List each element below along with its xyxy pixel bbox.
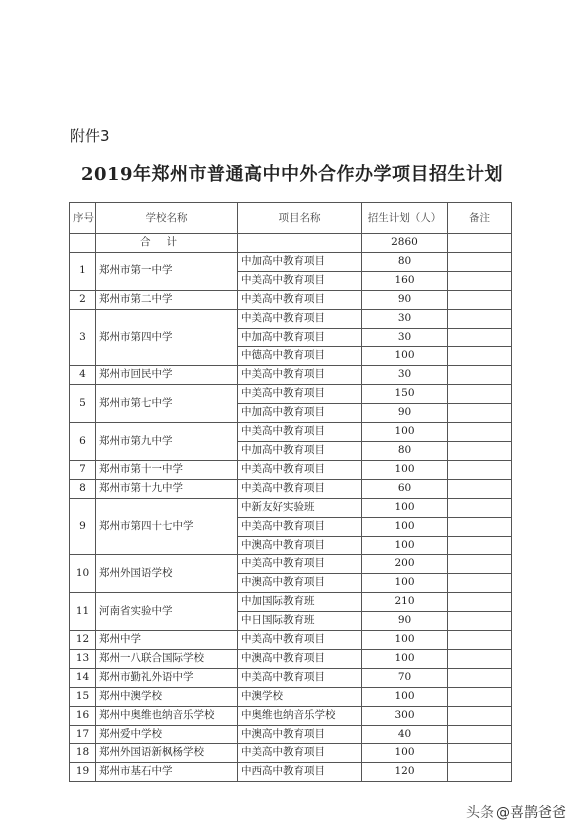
school-name: 郑州外国语学校 (96, 555, 238, 593)
plan-count: 100 (362, 574, 448, 593)
plan-count: 210 (362, 593, 448, 612)
project-name: 中美高中教育项目 (238, 290, 362, 309)
project-name: 中美高中教育项目 (238, 385, 362, 404)
school-name: 郑州市第一中学 (96, 252, 238, 290)
project-name: 中美高中教育项目 (238, 271, 362, 290)
school-name: 郑州爱中学校 (96, 725, 238, 744)
plan-count: 160 (362, 271, 448, 290)
plan-count: 90 (362, 290, 448, 309)
row-index: 1 (70, 252, 96, 290)
enrollment-plan-table (69, 202, 512, 782)
row-index: 13 (70, 649, 96, 668)
row-index: 4 (70, 366, 96, 385)
note-cell (448, 309, 512, 328)
plan-count: 30 (362, 328, 448, 347)
project-name: 中美高中教育项目 (238, 460, 362, 479)
plan-count: 100 (362, 347, 448, 366)
table-header-row (70, 203, 512, 234)
plan-count: 120 (362, 763, 448, 782)
school-name: 郑州市第七中学 (96, 385, 238, 423)
note-cell (448, 763, 512, 782)
table-row (70, 290, 512, 309)
watermark-author: @喜鹊爸爸 (496, 805, 566, 821)
table-row (70, 687, 512, 706)
school-name: 郑州市第九中学 (96, 423, 238, 461)
note-cell (448, 574, 512, 593)
project-name: 中德高中教育项目 (238, 347, 362, 366)
plan-count: 90 (362, 404, 448, 423)
project-name: 中美高中教育项目 (238, 309, 362, 328)
attachment-label: 附件3 (70, 127, 110, 145)
school-name: 郑州市第四十七中学 (96, 498, 238, 555)
school-name: 郑州中澳学校 (96, 687, 238, 706)
note-cell (448, 385, 512, 404)
project-name: 中澳高中教育项目 (238, 536, 362, 555)
table-row (70, 668, 512, 687)
plan-count: 100 (362, 517, 448, 536)
row-index: 14 (70, 668, 96, 687)
row-index: 10 (70, 555, 96, 593)
project-name: 中澳高中教育项目 (238, 574, 362, 593)
row-index: 15 (70, 687, 96, 706)
project-name: 中加高中教育项目 (238, 404, 362, 423)
row-index: 19 (70, 763, 96, 782)
project-name: 中美高中教育项目 (238, 744, 362, 763)
plan-count: 100 (362, 631, 448, 650)
header-school: 学校名称 (96, 203, 238, 234)
row-index: 7 (70, 460, 96, 479)
school-name: 郑州市第十九中学 (96, 479, 238, 498)
note-cell (448, 725, 512, 744)
row-index: 11 (70, 593, 96, 631)
row-index: 5 (70, 385, 96, 423)
school-name: 郑州市第十一中学 (96, 460, 238, 479)
plan-count: 100 (362, 536, 448, 555)
school-name: 郑州市第二中学 (96, 290, 238, 309)
project-name: 中美高中教育项目 (238, 366, 362, 385)
table-row (70, 385, 512, 404)
document-title: 2019年郑州市普通高中中外合作办学项目招生计划 (80, 164, 504, 185)
table-row (70, 649, 512, 668)
plan-count: 100 (362, 460, 448, 479)
plan-count: 30 (362, 366, 448, 385)
note-cell (448, 479, 512, 498)
row-index: 12 (70, 631, 96, 650)
note-cell (448, 555, 512, 574)
table-row (70, 593, 512, 612)
school-name: 郑州中学 (96, 631, 238, 650)
table-row (70, 631, 512, 650)
project-name: 中日国际教育班 (238, 612, 362, 631)
table-row (70, 763, 512, 782)
plan-count: 70 (362, 668, 448, 687)
school-name: 郑州市回民中学 (96, 366, 238, 385)
school-name: 郑州市勤礼外语中学 (96, 668, 238, 687)
total-row (70, 234, 512, 253)
project-name: 中新友好实验班 (238, 498, 362, 517)
project-name: 中美高中教育项目 (238, 631, 362, 650)
note-cell (448, 668, 512, 687)
project-name: 中加高中教育项目 (238, 328, 362, 347)
plan-count: 40 (362, 725, 448, 744)
total-label: 合计 (96, 234, 238, 253)
project-name: 中澳学校 (238, 687, 362, 706)
project-name: 中澳高中教育项目 (238, 649, 362, 668)
row-index: 3 (70, 309, 96, 366)
note-cell (448, 423, 512, 442)
project-name: 中西高中教育项目 (238, 763, 362, 782)
plan-count: 100 (362, 649, 448, 668)
header-project: 项目名称 (238, 203, 362, 234)
table-row (70, 252, 512, 271)
plan-count: 150 (362, 385, 448, 404)
school-name: 郑州一八联合国际学校 (96, 649, 238, 668)
row-index: 18 (70, 744, 96, 763)
plan-count: 30 (362, 309, 448, 328)
note-cell (448, 252, 512, 271)
note-cell (448, 404, 512, 423)
row-index: 6 (70, 423, 96, 461)
note-cell (448, 706, 512, 725)
plan-count: 100 (362, 744, 448, 763)
note-cell (448, 290, 512, 309)
note-cell (448, 744, 512, 763)
table-row (70, 744, 512, 763)
project-name: 中澳高中教育项目 (238, 725, 362, 744)
note-cell (448, 271, 512, 290)
project-name: 中加国际教育班 (238, 593, 362, 612)
table-row (70, 706, 512, 725)
table-body (70, 234, 512, 782)
row-index: 16 (70, 706, 96, 725)
note-cell (448, 347, 512, 366)
note-cell (448, 631, 512, 650)
row-index: 17 (70, 725, 96, 744)
school-name: 郑州外国语新枫杨学校 (96, 744, 238, 763)
note-cell (448, 366, 512, 385)
school-name: 郑州市第四中学 (96, 309, 238, 366)
row-index: 8 (70, 479, 96, 498)
plan-count: 100 (362, 498, 448, 517)
note-cell (448, 687, 512, 706)
note-cell (448, 649, 512, 668)
table-row (70, 555, 512, 574)
note-cell (448, 460, 512, 479)
table-row (70, 479, 512, 498)
project-name: 中美高中教育项目 (238, 555, 362, 574)
project-name: 中加高中教育项目 (238, 252, 362, 271)
plan-count: 90 (362, 612, 448, 631)
plan-count: 100 (362, 687, 448, 706)
project-name: 中美高中教育项目 (238, 517, 362, 536)
header-plan: 招生计划（人） (362, 203, 448, 234)
header-index: 序号 (70, 203, 96, 234)
table-row (70, 460, 512, 479)
row-index: 9 (70, 498, 96, 555)
note-cell (448, 328, 512, 347)
plan-count: 80 (362, 252, 448, 271)
plan-count: 300 (362, 706, 448, 725)
note-cell (448, 517, 512, 536)
note-cell (448, 593, 512, 612)
table-row (70, 366, 512, 385)
watermark (466, 802, 566, 822)
watermark-brand: 头条 (466, 805, 494, 821)
total-value: 2860 (362, 234, 448, 253)
row-index: 2 (70, 290, 96, 309)
table-row (70, 309, 512, 328)
plan-count: 60 (362, 479, 448, 498)
school-name: 郑州中奥维也纳音乐学校 (96, 706, 238, 725)
school-name: 河南省实验中学 (96, 593, 238, 631)
plan-count: 100 (362, 423, 448, 442)
note-cell (448, 441, 512, 460)
note-cell (448, 498, 512, 517)
project-name: 中美高中教育项目 (238, 668, 362, 687)
table-row (70, 725, 512, 744)
header-note: 备注 (448, 203, 512, 234)
note-cell (448, 612, 512, 631)
note-cell (448, 536, 512, 555)
project-name: 中美高中教育项目 (238, 423, 362, 442)
table-row (70, 498, 512, 517)
school-name: 郑州市基石中学 (96, 763, 238, 782)
project-name: 中加高中教育项目 (238, 441, 362, 460)
project-name: 中奥维也纳音乐学校 (238, 706, 362, 725)
plan-count: 200 (362, 555, 448, 574)
project-name: 中美高中教育项目 (238, 479, 362, 498)
table-row (70, 423, 512, 442)
plan-count: 80 (362, 441, 448, 460)
